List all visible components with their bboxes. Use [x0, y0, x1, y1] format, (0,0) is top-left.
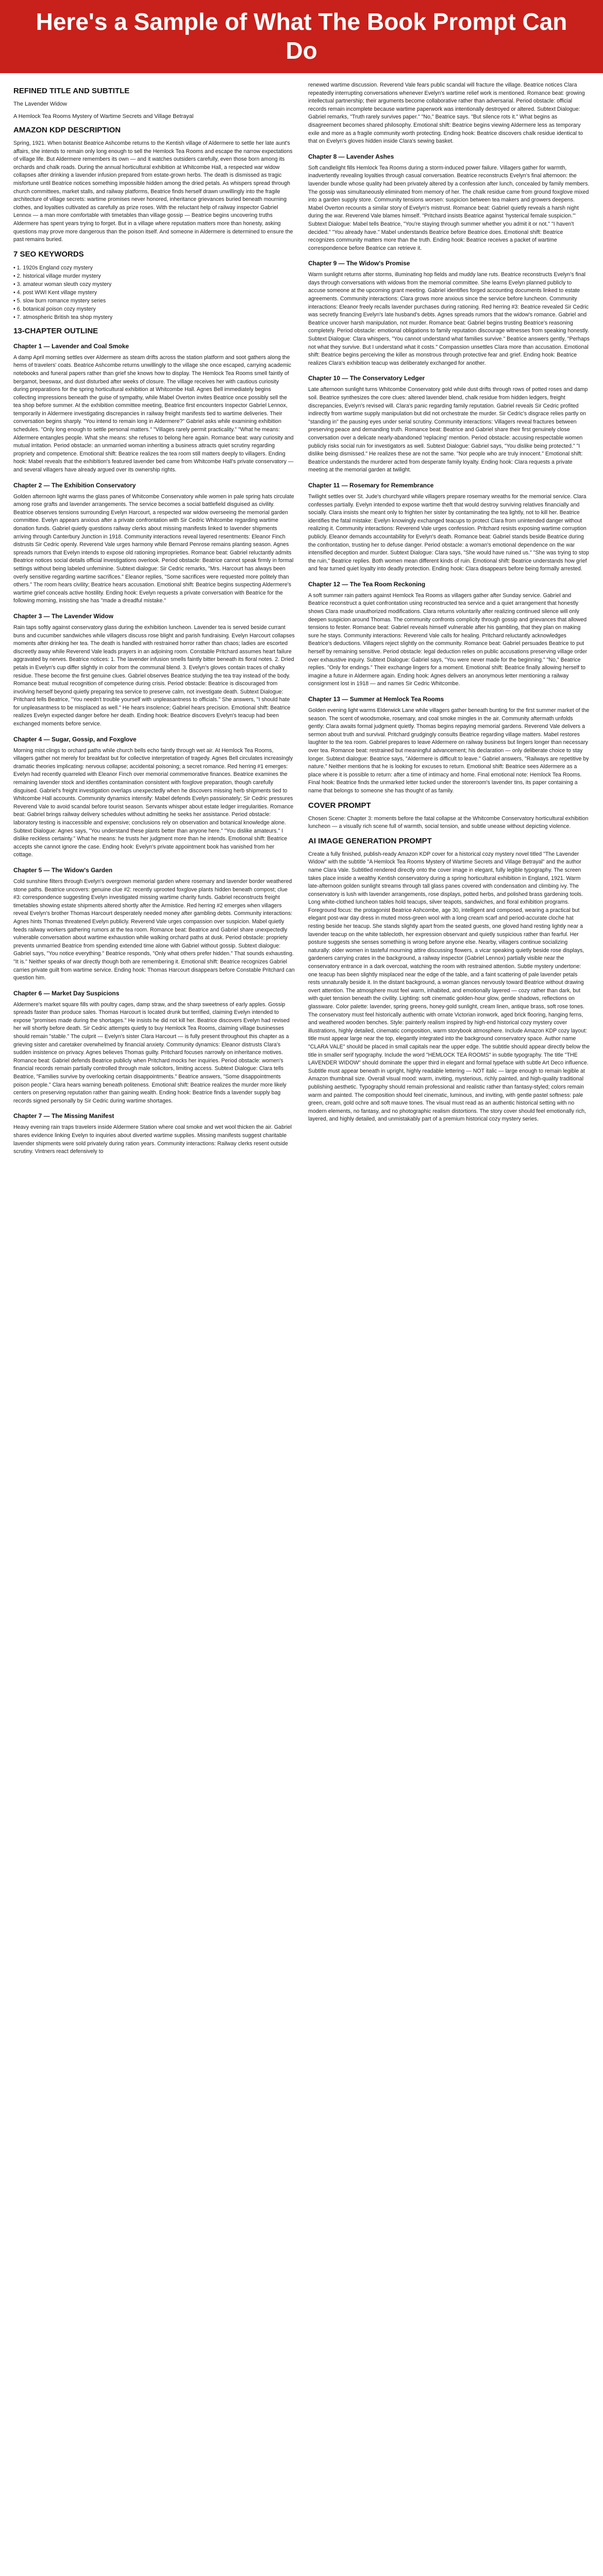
chapter-title: Chapter 1 — Lavender and Coal Smoke	[13, 342, 129, 350]
right-column	[308, 81, 590, 1162]
chapter-title: Chapter 6 — Market Day Suspicions	[13, 989, 120, 997]
chapter-5	[13, 867, 295, 982]
chapter-7-continued: renewed wartime discussion. Reverend Vale fears public scandal will fracture the village. Beatrice notices Clara repeatedly interrupting conversations whenever Evelyn's wartime relief work is mentioned. Romance beat: growing intellectual partnership; their arguments become collaborative rather than adversarial. Period obstacle: official records remain incomplete because wartime paperwork was intentionally destroyed or altered. Subtext Dialogue: Gabriel remarks, "Truth rarely survives paper." "No," Beatrice says. "But silence rots it." What begins as disagreement becomes shared philosophy. Emotional shift: Beatrice begins viewing Aldermere less as temporary exile and more as a fragile community worth protecting. Ending hook: Beatrice discovers chalk residue identical to that on Evelyn's gloves hidden inside Clara's sewing basket.	[308, 82, 585, 145]
chapter-11	[308, 482, 590, 573]
chapter-title: Chapter 9 — The Widow's Promise	[308, 260, 410, 267]
outline-heading: 13-CHAPTER OUTLINE	[13, 326, 98, 335]
chapter-9	[308, 260, 590, 367]
chapter-title: Chapter 2 — The Exhibition Conservatory	[13, 481, 136, 489]
seo-keyword: • 7. atmospheric British tea shop mystery	[13, 314, 113, 320]
chapter-text: Heavy evening rain traps travelers inside Aldermere Station where coal smoke and wet wool thicken the air. Gabriel shares evidence linking Evelyn to inquiries about diverted wartime supplies. Missing manifests suggest charitable lavender shipments were sold privately during ration years. Community interactions: Railway clerks resent outside scrutiny. Vintners react defensively to	[13, 1124, 292, 1155]
chapter-text: Rain taps softly against conservatory glass during the exhibition luncheon. Lavender tea is served beside currant buns and cucumber sandwiches while villagers discuss rose blight and parish fundraising. Evelyn Harcourt collapses moments after drinking her tea. The death is handled with restrained horror rather than chaos; ladies are escorted discreetly away while Reverend Vale leads prayers in an adjoining room. Constable Pritchard assumes heart failure aggravated by nerves. Beatrice notices: 1. The lavender infusion smells faintly bitter beneath its floral notes. 2. Dried petals in Evelyn's cup differ slightly in color from the communal blend. 3. Evelyn's gloves contain traces of chalky residue. These become the first genuine clues. Gabriel observes Beatrice studying the tea tray instead of the body. Romance beat: mutual recognition of competence during crisis. Period obstacle: Beatrice is discouraged from involving herself beyond quietly preparing tea service to preserve calm, not investigate death. Subtext Dialogue: Pritchard tells Beatrice, "You needn't trouble yourself with unpleasantness to officials." She answers, "I should hate for unpleasantness to be misplaced as well." He hears insolence; Gabriel hears precision. Emotional shift: Beatrice realizes Evelyn expected danger before her death. Ending hook: Beatrice discovers Evelyn's teacup had been exchanged moments before service.	[13, 624, 295, 727]
chapter-13	[308, 696, 590, 795]
page-banner	[0, 0, 603, 73]
chapter-title: Chapter 8 — Lavender Ashes	[308, 152, 394, 160]
chapter-title: Chapter 5 — The Widow's Garden	[13, 866, 113, 874]
chapter-6	[13, 990, 295, 1106]
chapter-title: Chapter 4 — Sugar, Gossip, and Foxglove	[13, 735, 137, 743]
chapter-7	[13, 1112, 295, 1156]
kdp-heading: AMAZON KDP DESCRIPTION	[13, 126, 121, 134]
seo-keyword: • 5. slow burn romance mystery series	[13, 297, 106, 304]
chapter-8	[308, 153, 590, 253]
chapter-title: Chapter 12 — The Tea Room Reckoning	[308, 580, 426, 588]
chapter-text: Warm sunlight returns after storms, illuminating hop fields and muddy lane ruts. Beatrice reconstructs Evelyn's final days through conversations with widows from the memorial committee. She learns Evelyn planned publicly to accuse someone at the upcoming grant meeting. Gabriel identifies forged accounting documents linked to estate agreements. Community interactions: Clara grows more anxious since the service before luncheon. Community interactions: Eleanor freely recalls lavender purchases during rationing. Red herring #3: Beatrice revealed Sir Cedric was secretly financing Evelyn's late husband's debts. Agnes spreads rumors that the widow's romance. Gabriel and Beatrice uncover harsh manipulation, not murder. Romance beat: Gabriel begins trusting Beatrice's reasoning completely. Period obstacle: emotional obligations to family reputation discourage witnesses from speaking honestly. Subtext Dialogue: Clara whispers, "You cannot understand what families survive." Beatrice answers gently, "Perhaps not what they survive. But I understand what it costs." Compassion unsettles Clara more than accusation. Emotional shift: Beatrice begins perceiving the killer as monstrous through protective fear and grief. Ending hook: Beatrice realizes Clara's exhibition teacup was deliberately exchanged for another.	[308, 272, 590, 366]
seo-heading: 7 SEO KEYWORDS	[13, 249, 84, 259]
chapter-title: Chapter 11 — Rosemary for Remembrance	[308, 481, 434, 489]
seo-keyword: • 1. 1920s England cozy mystery	[13, 264, 93, 271]
chapter-text: A damp April morning settles over Aldermere as steam drifts across the station platform and soot gathers along the hems of travelers' coats. Beatrice Ashcombe returns unwillingly to the village she once escaped, carrying academic notebooks and funeral papers rather than grief she knows how to display. The Hemlock Tea Rooms smell faintly of bergamot, beeswax, and dust disturbed after weeks of closure. The village receives her with cautious curiosity during preparations for the spring horticultural exhibition at Whitcombe Hall. Agnes Bell immediately begins collecting impressions beneath the guise of sympathy, while Mabel Overton invites Beatrice once possibly sell the tea shop before summer. At the exhibition committee meeting, Beatrice first encounters Inspector Gabriel Lennox, temporarily in Aldermere investigating discrepancies in railway freight manifests tied to wartime deliveries. Their conversation begins sharply. "You intend to remain long in Aldermere?" Gabriel asks while examining exhibition schedules. "Only long enough to settle personal matters." "Villages rarely permit practicality." "What he means: Aldermere entangles people. What she means: she refuses to belong here again. Romance beat: wary curiosity and mutual irritation. Period obstacle: an unmarried woman inheriting a business attracts quiet scrutiny regarding propriety and competence. Emotional shift: Beatrice realizes the tea room still matters deeply to villagers. Ending hook: Mabel reveals that the exhibition's featured lavender bed came from Whitcombe Hall's private conservatory — and several villagers have already argued over its ownership rights.	[13, 354, 294, 473]
seo-keyword: • 2. historical village murder mystery	[13, 273, 101, 279]
content-columns	[0, 73, 603, 1162]
chapter-text: Late afternoon sunlight turns Whitcombe Conservatory gold while dust drifts through rows of potted roses and damp soil. Beatrice synthesizes the core clues: altered lavender blend, chalk residue from hidden ledgers, freight discrepancies, Evelyn's revised will. Clara's panic regarding family reputation. Gabriel reveals Sir Cedric profited indirectly from wartime supply manipulation but did not orchestrate the murder. Sir Cedric's disgrace relies partly on "standing in" the pausing eyes under serial scrutiny. Community interactions: Villagers reveal fractures between preserving peace and demanding truth. Romance beat: Beatrice and Gabriel share their first genuinely close conversation over a delicate nearly-abandoned 'replacing' mention. Period obstacle: accusing respectable women publicly risks social ruin for investigators as well. Subtext Dialogue: Gabriel says, "You dislike being protected." "I dislike being dismissed." He realizes these are not the same. "Nor people who are truly innocent." Emotional shift: Beatrice understands the murderer acted from desperate family loyalty. Ending hook: Clara requests a private meeting at the memorial garden at twilight.	[308, 386, 588, 473]
chapter-text: Morning mist clings to orchard paths while church bells echo faintly through wet air. At Hemlock Tea Rooms, villagers gather not merely for breakfast but for collective interpretation of tragedy. Agnes Bell circulates increasingly dramatic theories implicating: nervous collapse; accidental poisoning; a secret romance. Red herring #1 emerges: Evelyn had recently quarreled with Eleanor Finch over memorial commemorative finances. Beatrice examines the remaining lavender stock and identifies contamination consistent with foxglove preparation, though carefully disguised. Gabriel's freight investigation overlaps unexpectedly when he discovers missing herb shipments tied to Whitcombe Hall accounts. Community dynamics intensify: Mabel defends Evelyn passionately; Sir Cedric pressures Reverend Vale to avoid scandal before tourist season. Servants whisper about estate ledger irregularities. Romance beat: Gabriel brings railway delivery schedules without admitting he seeks her assistance. Period obstacle: laboratory testing is inaccessible and expensive; conclusions rely on observation and botanical knowledge alone. Subtext Dialogue: Agnes says, "You understand these plants better than anyone here." "You dislike amateurs." I dislike reckless certainty." What he means: he trusts her judgment more than he intends. Emotional shift: Beatrice accepts she cannot ignore the case. Ending hook: Evelyn's private appointment book has vanished from her cottage.	[13, 747, 294, 858]
banner-title: Here's a Sample of What The Book Prompt Can Do	[36, 8, 567, 64]
left-column	[13, 81, 295, 1162]
ai-prompt-heading: AI IMAGE GENERATION PROMPT	[308, 836, 432, 845]
chapter-text: Twilight settles over St. Jude's churchyard while villagers prepare rosemary wreaths for the memorial service. Clara confesses partially. Evelyn intended to expose wartime theft that would destroy surviving relatives financially and socially. Clara insists she meant only to frighten her sister by contaminating the tea lightly, not to kill her. Beatrice identifies the fatal mistake: Evelyn knowingly exchanged teacups to protect Clara from unintended danger without realizing it. Community interactions: Reverend Vale urges confession. Pritchard resists exposing wartime corruption publicly. Eleanor demands accountability for Evelyn's death. Romance beat: Gabriel stands beside Beatrice during the confrontation, trusting her to defuse danger. Period obstacle: a woman's emotional dependence on the war intensified deception and murder. Subtext Dialogue: Clara says, "She would have ruined us." "She was trying to stop the ruin," Beatrice replies. Both women mean different kinds of ruin. Emotional shift: Beatrice understands how grief and fear turned quiet loyalty into deadly protection. Ending hook: Clara disappears before being formally arrested.	[308, 493, 589, 572]
ai-prompt-text: Create a fully finished, publish-ready Amazon KDP cover for a historical cozy mystery novel titled "The Lavender Widow" with the subtitle "A Hemlock Tea Rooms Mystery of Wartime Secrets and Village Betrayal" and the author name Clara Vale. Subtitled rendered directly onto the cover image in elegant, fully legible typography. The screen takes place inside a wealthy Kentish conservatory during a spring horticultural exhibition in England, 1921. Warm late-afternoon golden sunlight streams through tall glass panes covered with condensation and climbing ivy. The conservatory is lush with lavender arrangements, rose displays, potted herbs, and polished brass gardening tools. Long white-clothed luncheon tables hold teacups, silver teapots, sandwiches, and floral exhibition programs. Foreground focus: the protagonist Beatrice Ashcombe, age 30, intelligent and composed, wearing a practical but elegant post-war day dress in muted moss-green wool with a long cream scarf and period-accurate cloche hat resting beside her teacup. She stands slightly apart from the seated guests, one gloved hand resting lightly near a lavender teacup on the white tablecloth, her expression observant and quietly suspicious rather than fearful. Her posture suggests she senses something is wrong before anyone else. Nearby, villagers continue socializing naturally: older women in tasteful mourning attire discussing flowers, a vicar speaking quietly beside rose displays, gardeners carrying crates in the background, a railway inspector (Gabriel Lennox) partially visible near the conservatory entrance in a dark overcoat, watching the room with restrained attention. Subtle mystery undertone: one teacup has been slightly misplaced near the edge of the table, and a faint scattering of pale lavender petals rests unnaturally beside it. In the distant background, a woman glances nervously toward Beatrice without drawing overt attention. The atmosphere must feel warm, inhabited, and emotionally layered — cozy rather than dark, but with quiet tension beneath the civility. Lighting: soft cinematic golden-hour glow, gentle shadows, reflections on glassware. Color palette: lavender, spring greens, honey-gold sunlight, cream linen, antique brass, soft rose tones. The conservatory must feel historically authentic with ornate Victorian ironwork, aged brick flooring, hanging ferns, and weathered wooden benches. Style: painterly realism inspired by high-end historical cozy mystery cover illustrations, highly detailed, cinematic composition, warm storybook atmosphere. Include Amazon KDP cozy layout: title must appear large near the top, elegantly integrated into the background conservatory space. Author name "CLARA VALE" should be placed in small capitals near the upper edge. The subtitle should appear directly below the title in smaller serif typography. Include the word "HEMLOCK TEA ROOMS" in subtle typography. The title "THE LAVENDER WIDOW" should dominate the upper third in elegant and formal typeface with subtle Art Deco influence. Subtitle must appear beneath in upright, highly readable lettering — NOT italic — large enough to remain legible at Amazon thumbnail size. Overall visual mood: warm, inviting, mysterious, richly painted, and high-quality traditional publishing aesthetic. Typography should remain professional and realistic rather than fantasy-styled; colors remain warm and painted. The composition should feel cinematic, luminous, and inviting, with gentle pastel softness: pale green, cream, gold ochre and soft mauve tones. The visual must read as an authentic historical setting with no modern elements, no fantasy, and no photographic realism distortions. The story cover should feel emotionally rich, layered, and highly detailed, and unmistakably part of a premium historical cozy mystery series.	[308, 851, 590, 1123]
chapter-title: Chapter 10 — The Conservatory Ledger	[308, 375, 425, 382]
chapter-title: Chapter 7 — The Missing Manifest	[13, 1112, 114, 1120]
chapter-text: Golden evening light warms Elderwick Lane while villagers gather beneath bunting for the first summer market of the season. The scent of woodsmoke, rosemary, and coal smoke mingles in the air. Community aftermath unfolds gently: Clara awaits formal judgment quietly. Thomas begins repaying memorial gardens. Reverend Vale delivers a sermon about truth and survival. Pritchard grudgingly consults Beatrice regarding village matters. Mabel restores laughter to the tea room. Gabriel prepares to leave Aldermere on railway business but lingers longer than necessary over tea. Romance beat: restrained but meaningful advancement; his declaration — only deliberate choice to stay longer. Subtext dialogue: Beatrice says, "Aldermere is difficult to leave." Gabriel answers, "Railways are repetitive by nature." Neither mentions that he is looking for excuses to return. Emotional shift: Beatrice sees Aldermere as a place where it is possible to return: after a time of intimacy and home. Final emotional note: Hemlock Tea Rooms. Final hook: Beatrice finds the unmarked letter tucked under the storeroom's lavender tins, its paper containing a name that belongs to someone she has thought of as family.	[308, 707, 590, 794]
chapter-10	[308, 375, 590, 474]
cover-prompt-heading: COVER PROMPT	[308, 801, 371, 810]
chapter-12	[308, 581, 590, 688]
seo-keyword-list	[13, 264, 295, 321]
chapter-text: Soft candlelight fills Hemlock Tea Rooms during a storm-induced power failure. Villagers gather for warmth, inadvertently revealing loyalties through casual conversation. Beatrice reconstructs Evelyn's final afternoon: the lavender bundle whose quality had been privately altered by a confession after lunch, concealed by family members. The gossip was simultaneously eliminated from memory of her. The chalk residue came from ground foxglove mixed into a garden supply store. Community tensions worsen: suspicion between tea makers and growers deepens. Mabel Overton recounts a similar story of Evelyn's mistrust. Romance beat: Gabriel quietly reveals a harsh night during the war. Reverend Vale blames himself. "Pritchard insists Beatrice against 'hysterical female suspicion.'" Subtext Dialogue: Mabel tells Beatrice, "You're staying through summer whether you admit it or not." "I haven't decided." "You already have." Mabel understands Beatrice before Beatrice does. Emotional shift: Beatrice recognizes community matters more than the truth. Ending hook: Beatrice receives a packet of wartime correspondence before Beatrice can retrieve it.	[308, 164, 590, 251]
chapter-3	[13, 613, 295, 728]
chapter-title: Chapter 13 — Summer at Hemlock Tea Rooms	[308, 696, 444, 703]
seo-keyword: • 3. amateur woman sleuth cozy mystery	[13, 281, 112, 287]
chapter-text: Golden afternoon light warms the glass panes of Whitcombe Conservatory while women in pale spring hats circulate among rose grafts and lavender arrangements. The service becomes a social battlefield disguised as civility. Beatrice observes tensions surrounding Evelyn Harcourt, a respected war widow overseeing the memorial garden committee. Evelyn appears anxious after a private confrontation with Sir Cedric Whitcombe regarding wartime donation funds. Gabriel quietly questions railway clerks about missing manifests linked to lavender shipments arriving through Canterbury Junction in 1918. Community interactions reveal layered resentments: Eleanor Finch distrusts Sir Cedric openly. Reverend Vale urges harmony while Bernard Penrose remains planting season. Agnes spreads rumors that Evelyn intends to expose old rationing improprieties. Romance beat: Gabriel reluctantly admits Beatrice notices social details official investigations overlook. Period obstacle: Beatrice cannot speak firmly in formal settings without being labeled unfeminine. Subtext dialogue: Sir Cedric remarks, "Mrs. Harcourt has always been overly sensitive regarding wartime sacrifices." Eleanor replies, "Some sacrifices were requested more politely than others." The room hears civility; Beatrice hears accusation. Emotional shift: Beatrice begins suspecting Aldermere's wartime grief conceals active hostility. Ending hook: Evelyn requests a private conversation with Beatrice for the following morning, insisting she has "made a dreadful mistake."	[13, 493, 294, 604]
chapter-2	[13, 482, 295, 605]
book-title: The Lavender Widow	[13, 101, 67, 107]
chapter-title: Chapter 3 — The Lavender Widow	[13, 612, 113, 620]
chapter-text: Cold sunshine filters through Evelyn's overgrown memorial garden where rosemary and lavender border weathered stone paths. Beatrice uncovers: genuine clue #2: recently uprooted foxglove plants hidden beneath compost; clue #3: correspondence suggesting Evelyn investigated missing wartime charity funds. Gabriel reconstructs freight timetables showing estate shipments altered shortly after the Armistice. Red herring #2 emerges when villagers reveal Evelyn's brother Thomas Harcourt desperately needed money after gambling debts. Community interactions: Agnes hints Thomas threatened Evelyn publicly. Reverend Vale urges compassion over suspicion. Mabel quietly feeds railway workers gathering rumors at the tea room. Romance beat: Beatrice and Gabriel share unexpectedly vulnerable conversation about wartime exhaustion while walking orchard paths at dusk. Period obstacle: propriety prevents unmarried Beatrice from spending extended time alone with Gabriel without gossip. Subtext dialogue: Gabriel says, "You notice everything." Beatrice responds, "Only what others prefer hidden." That sounds exhausting. "It is." Neither speaks of war directly though both are remembering it. Emotional shift: Beatrice recognizes Gabriel carries private guilt from wartime service. Ending hook: Thomas Harcourt disappears before Constable Pritchard can question him.	[13, 878, 295, 981]
refined-title-heading: REFINED TITLE AND SUBTITLE	[13, 87, 130, 95]
kdp-description: Spring, 1921. When botanist Beatrice Ashcombe returns to the Kentish village of Aldermere to settle her late aunt's affairs, she intends to remain only long enough to sell the Hemlock Tea Rooms and escape the narrow expectations of village life. But Aldermere remembers its own — and it watches outsiders carefully, even those born among its orchards and chalk roads. During the annual horticultural exhibition at Whitcombe Hall, a respected war widow collapses after drinking a lavender infusion prepared from estate-grown herbs. The death is dismissed as tragic misfortune until Beatrice notices something impossible hidden among the dried petals. As whispers spread through church committees, market stalls, and railway platforms, Beatrice finds herself drawn unwillingly into the fragile architecture of village secrets: wartime promises never honored, inheritance grievances buried beneath mourning clothes, and loyalties cultivated as carefully as prize roses. With the reluctant help of railway inspector Gabriel Lennox — a man more comfortable with timetables than village gossip — Beatrice begins uncovering truths Aldermere has spent years trying to forget. But in a village where reputation matters more than honesty, asking questions may prove more dangerous than the poison itself. And someone in Aldermere is determined to ensure the past remains buried.	[13, 140, 293, 243]
chapter-text: Aldermere's market square fills with poultry cages, damp straw, and the sharp sweetness of early apples. Gossip spreads faster than produce sales. Thomas Harcourt is located drunk but terrified, claiming Evelyn intended to expose "promises made during the shortages." He insists he did not kill her. Beatrice discovers Evelyn had revised her will shortly before death. Sir Cedric attempts quietly to buy Hemlock Tea Rooms, claiming village businesses should remain "stable." The culprit — Evelyn's sister Clara Harcourt — is fully present throughout this chapter as a grieving sister and caretaker overwhelmed by financial anxiety. Community dynamics: Eleanor distrusts Clara's sudden insistence on privacy. Agnes believes Thomas guilty. Pritchard focuses narrowly on inheritance motives. Romance beat: Gabriel defends Beatrice publicly when Pritchard mocks her inquiries. Period obstacle: women's financial records remain partially controlled through male solicitors, limiting access. Subtext Dialogue: Clara tells Beatrice, "Families survive by overlooking certain disappointments." Beatrice answers, "Some disappointments poison people." Clara hears warning beneath politeness. Emotional shift: Beatrice realizes the murder more likely centers on preserving reputation rather than gaining wealth. Ending hook: Beatrice finds a lavender supply bag records signed personally by Sir Cedric during wartime shortages.	[13, 1001, 290, 1104]
chapter-text: A soft summer rain patters against Hemlock Tea Rooms as villagers gather after Sunday service. Gabriel and Beatrice reconstruct a quiet confrontation using reconstructed tea service and a quiet arrangement that honestly shows Clara made unauthorized modifications. Clara returns voluntarily after realizing continued silence will only deepen suspicion around Thomas. The community confronts complicity through gossip and grievances that allowed tensions to fester. Romance beat: Gabriel reveals himself vulnerable after his gambling, that they plan on making sure he stays. Community interactions: Reverend Vale calls for healing. Pritchard reluctantly acknowledges Beatrice's deductions. Villagers reject slightly on the community. Romance beat: Gabriel persuades Beatrice to put herself by remaining sensitive. Period obstacle: legal deduction relies on public accusations preserving village order over exhaustive inquiry. Subtext Dialogue: Gabriel says, "You were never made for the beginning." "No," Beatrice replies. "Only for endings." Their exchange lingers for a moment. Emotional shift: Beatrice finally allowing herself to imagine a future in Aldermere again. Ending hook: Agnes delivers an anonymous letter mentioning a railway consignment lost in 1918 — and names Sir Cedric Whitcombe.	[308, 592, 588, 687]
seo-keyword: • 4. post WWI Kent village mystery	[13, 289, 97, 296]
cover-prompt-text: Chosen Scene: Chapter 3: moments before the fatal collapse at the Whitcombe Conservatory horticultural exhibition luncheon — a visually rich scene full of warmth, social tension, and subtle unease without depicting violence.	[308, 815, 589, 830]
seo-keyword: • 6. botanical poison cozy mystery	[13, 306, 96, 312]
book-subtitle: A Hemlock Tea Rooms Mystery of Wartime Secrets and Village Betrayal	[13, 113, 194, 120]
chapter-1	[13, 343, 295, 474]
chapter-4	[13, 736, 295, 859]
